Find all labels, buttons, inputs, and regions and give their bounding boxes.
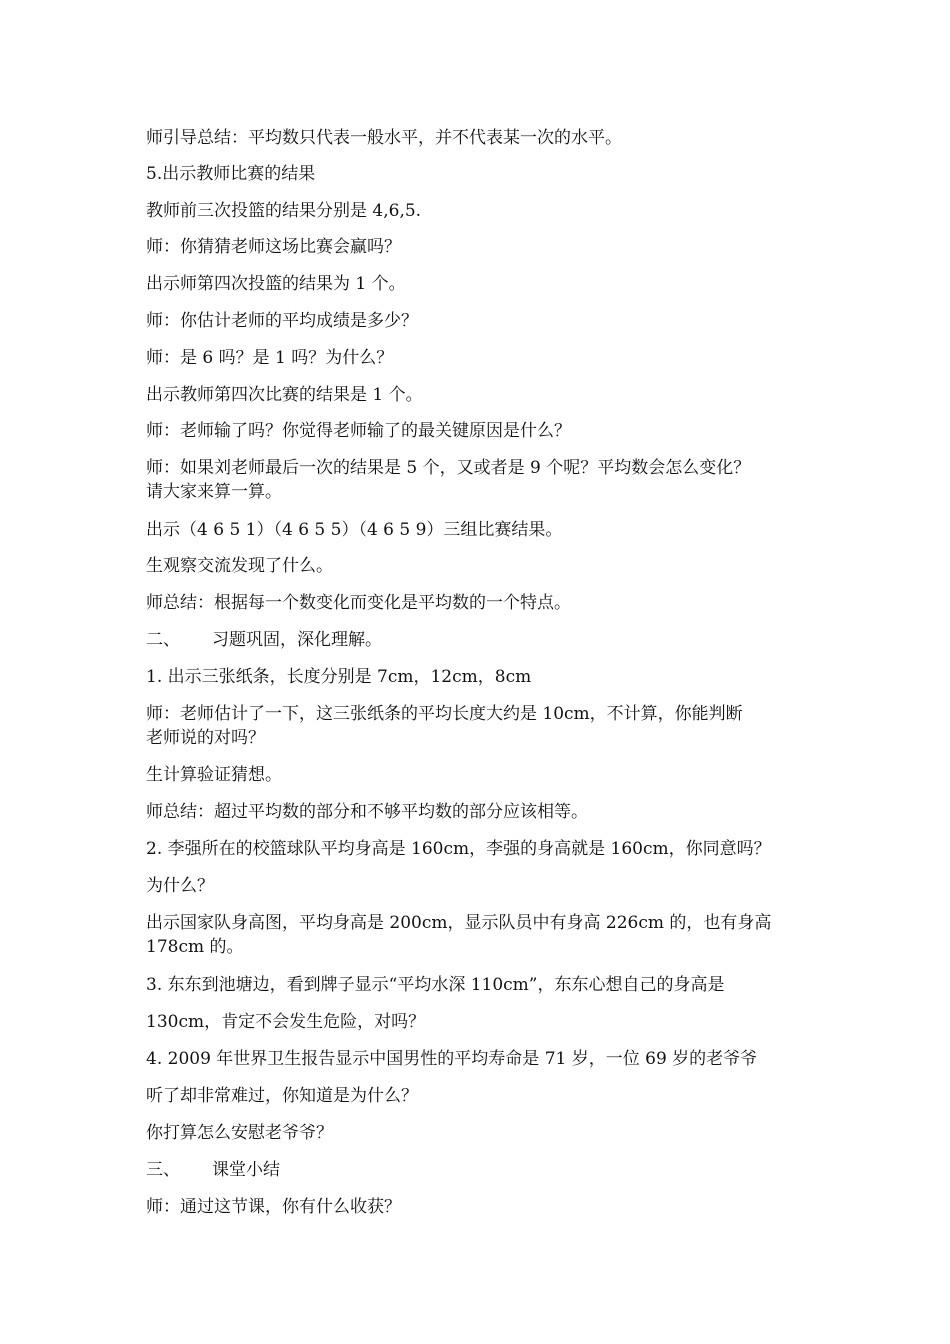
paragraph: 师引导总结：平均数只代表一般水平，并不代表某一次的水平。 — [146, 128, 622, 148]
paragraph: 师：你猜猜老师这场比赛会赢吗？ — [146, 237, 401, 257]
paragraph: 4. 2009 年世界卫生报告显示中国男性的平均寿命是 71 岁，一位 69 岁的老爷爷 — [146, 1049, 758, 1069]
paragraph: 出示（4 6 5 1）（4 6 5 5）（4 6 5 9）三组比赛结果。 — [146, 520, 563, 540]
paragraph: 130cm，肯定不会发生危险，对吗？ — [146, 1012, 426, 1032]
section-title: 课堂小结 — [212, 1160, 280, 1180]
paragraph: 1. 出示三张纸条，长度分别是 7cm，12cm，8cm — [146, 667, 532, 687]
paragraph: 请大家来算一算。 — [146, 482, 282, 502]
paragraph: 2. 李强所在的校篮球队平均身高是 160cm，李强的身高就是 160cm，你同意吗？ — [146, 839, 771, 859]
paragraph: 师：通过这节课，你有什么收获？ — [146, 1197, 401, 1217]
paragraph: 3. 东东到池塘边，看到牌子显示“平均水深 110cm”，东东心想自己的身高是 — [146, 975, 725, 995]
paragraph: 师：老师估计了一下，这三张纸条的平均长度大约是 10cm，不计算，你能判断 — [146, 704, 743, 724]
paragraph: 生观察交流发现了什么。 — [146, 556, 333, 576]
paragraph: 听了却非常难过，你知道是为什么？ — [146, 1086, 418, 1106]
paragraph: 老师说的对吗？ — [146, 728, 265, 748]
paragraph: 师：是 6 吗？是 1 吗？为什么？ — [146, 348, 394, 368]
paragraph: 你打算怎么安慰老爷爷？ — [146, 1123, 333, 1143]
paragraph: 教师前三次投篮的结果分别是 4,6,5. — [146, 201, 422, 221]
paragraph: 生计算验证猜想。 — [146, 765, 282, 785]
section-heading — [146, 627, 826, 653]
paragraph: 师：你估计老师的平均成绩是多少？ — [146, 311, 418, 331]
paragraph: 师总结：超过平均数的部分和不够平均数的部分应该相等。 — [146, 802, 588, 822]
paragraph: 出示师第四次投篮的结果为 1 个。 — [146, 274, 406, 294]
section-heading — [146, 1157, 826, 1183]
section-number: 三、 — [146, 1160, 180, 1180]
paragraph: 师：如果刘老师最后一次的结果是 5 个，又或者是 9 个呢？平均数会怎么变化？ — [146, 458, 751, 478]
paragraph: 出示教师第四次比赛的结果是 1 个。 — [146, 385, 423, 405]
paragraph: 5.出示教师比赛的结果 — [146, 164, 316, 184]
paragraph: 出示国家队身高图，平均身高是 200cm，显示队员中有身高 226cm 的，也有身高 — [146, 913, 772, 933]
section-title: 习题巩固，深化理解。 — [212, 630, 382, 650]
paragraph: 师：老师输了吗？你觉得老师输了的最关键原因是什么？ — [146, 421, 571, 441]
paragraph: 178cm 的。 — [146, 937, 244, 957]
paragraph: 师总结：根据每一个数变化而变化是平均数的一个特点。 — [146, 593, 571, 613]
section-number: 二、 — [146, 630, 180, 650]
paragraph: 为什么？ — [146, 876, 214, 896]
